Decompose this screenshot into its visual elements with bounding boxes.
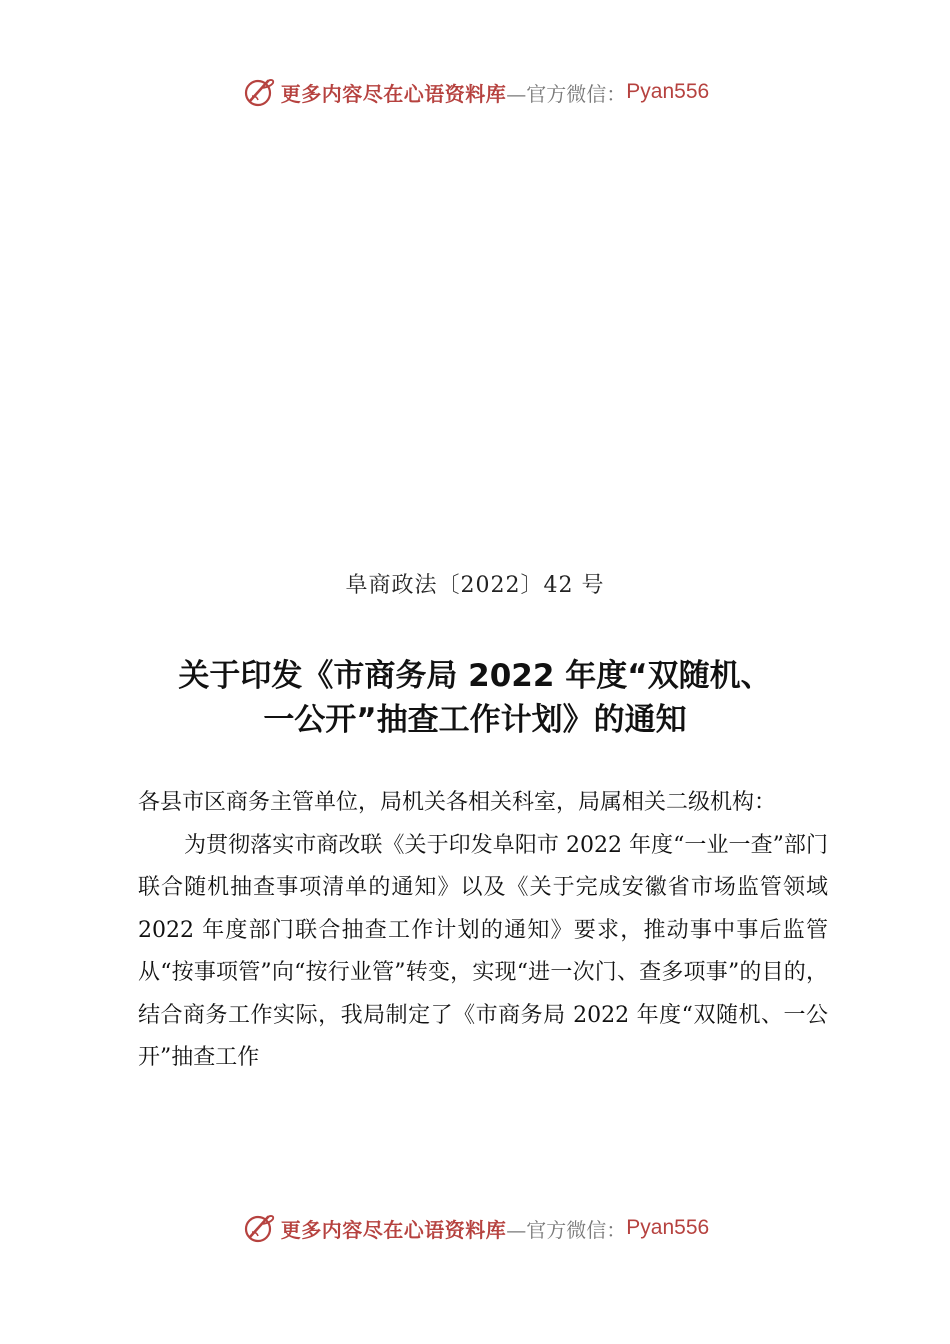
watermark-main-text: 更多内容尽在心语资料库 [280,1217,507,1242]
document-title-line-1: 关于印发《市商务局 2022 年度“双随机、 [178,658,772,694]
footer-watermark [0,1208,950,1248]
quill-pen-logo-icon [241,1210,277,1246]
document-title-line-2: 一公开”抽查工作计划》的通知 [263,702,687,738]
watermark-separator-text: —官方微信： [506,1217,627,1242]
document-number: 阜商政法〔2022〕42 号 [345,573,605,598]
addressee-line: 各县市区商务主管单位，局机关各相关科室，局属相关二级机构： [138,790,777,815]
document-title [100,654,850,742]
document-body [138,782,828,1080]
header-watermark [0,72,950,112]
body-paragraph: 为贯彻落实市商改联《关于印发阜阳市 2022 年度“一业一查”部门联合随机抽查事项清单的通知》以及《关于完成安徽省市场监管领域 2022 年度部门联合抽查工作计划的通知》要求，推动事中事后监管从“按事项管”向“按行业管”转变，实现“进一次门、查多项事”的目的，结合商务工作实际，我局制定了《市商务局 2022 年度“双随机、一公开”抽查工作 [138,832,828,1070]
watermark-wechat-id: Pyan556 [626,1216,710,1239]
quill-pen-logo-icon [241,74,277,110]
watermark-separator-text: —官方微信： [506,81,627,106]
watermark-main-text: 更多内容尽在心语资料库 [280,81,507,106]
watermark-wechat-id: Pyan556 [626,80,710,103]
